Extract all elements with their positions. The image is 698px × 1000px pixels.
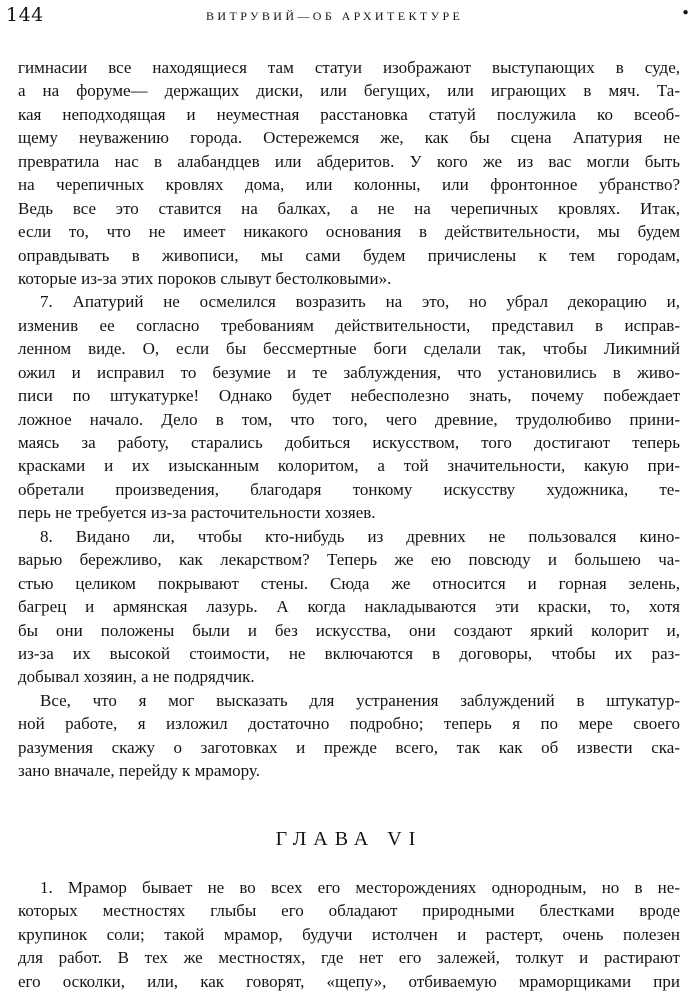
chapter-paragraph-1 [18,876,680,993]
closing-paragraph [18,689,680,783]
text-line: перь не требуется из-за расточительности хозяев. [18,503,376,523]
text-line: добывал хозяин, а не подрядчик. [18,667,255,687]
text-line: если то, что не имеет никакого основания в действительности, мы будем [18,222,680,242]
text-line: а на форуме— держащих диски, или бегущих, или играющих в мяч. Та- [18,81,680,101]
text-line: стью целиком покрывают стены. Сюда же относится и горная зелень, [18,573,680,593]
text-line: маясь за работу, старались добиться искусством, того достигают теперь [18,433,680,452]
corner-mark: • [681,4,690,22]
text-line: из-за их высокой стоимости, не включаются в договоры, чтобы их раз- [18,643,680,663]
text-line: писи по штукатурке! Однако будет небесполезно знать, почему побеждает [18,386,680,406]
text-line: которых местностях глыбы его обладают природными блестками вроде [18,901,680,921]
text-line: багрец и армянская лазурь. А когда накладываются эти краски, то, хотя [18,597,680,617]
paragraph-8 [18,525,680,689]
text-line: превратила нас в алабандцев или абдеритов. У кого же из вас могли быть [18,151,680,171]
text-line: варью бережливо, как лекарством? Теперь же ею повсюду и большею ча- [18,550,680,570]
text-line: Ведь все это ставится на балках, а не на черепичных кровлях. Итак, [18,198,680,218]
text-line: щему неуважению города. Остережемся же, как бы сцена Апатурия не [18,128,680,148]
text-line: гимнасии все находящиеся там статуи изображают выступающих в суде, [18,58,680,77]
text-line: крупинок соли; такой мрамор, будучи истолчен и растерт, очень полезен [18,924,680,944]
paragraph-7 [18,290,680,524]
chapter-heading: ГЛАВА VI [275,828,423,850]
text-line: которые из-за этих пороков слывут бестолковыми». [18,268,392,288]
text-line: обретали произведения, благодаря тонкому искусству художника, те- [18,479,680,499]
body-text [18,56,680,783]
text-line: зано вначале, перейду к мрамору. [18,761,260,781]
text-line: на черепичных кровлях дома, или колонны, или фронтонное убранство? [18,175,680,195]
text-line: его осколки, или, как говорят, «щепу», отбиваемую мраморщиками при [18,971,680,991]
page-number: 144 [6,4,44,26]
text-line: для работ. В тех же местностях, где нет его залежей, толкут и растирают [18,948,680,968]
text-line: изменив ее согласно требованиям действительности, представил в исправ- [18,315,680,335]
text-line: кая неподходящая и неуместная расстановка статуй послужила ко всеоб- [18,104,680,124]
text-line: 7. Апатурий не осмелился возразить на это, но убрал декорацию и, [40,292,680,312]
text-line: разумения скажу о заготовках и прежде всего, так как об извести ска- [18,737,680,757]
text-line: красками и их изысканным колоритом, а той значительности, какую при- [18,456,680,476]
running-head: ВИТРУВИЙ—ОБ АРХИТЕКТУРЕ [206,9,464,23]
text-line: бы они положены были и без искусства, они создают яркий колорит и, [18,620,680,640]
continuation-paragraph [18,56,680,290]
text-line: Все, что я мог высказать для устранения заблуждений в штукатур- [40,690,680,710]
page-header [6,4,690,28]
text-line: 1. Мрамор бывает не во всех его месторождениях однородным, но в не- [40,878,680,897]
text-line: оправдывать в живописи, мы сами будем причислены к тем городам, [18,245,680,265]
text-line: ленном виде. О, если бы бессмертные боги сделали так, чтобы Ликимний [18,339,680,359]
text-line: ложное начало. Дело в том, что того, чего древние, трудолюбиво прини- [18,409,680,429]
text-line: ной работе, я изложил достаточно подробно; теперь я по мере своего [18,714,680,734]
text-line: 8. Видано ли, чтобы кто-нибудь из древних не пользовался кино- [40,526,680,546]
text-line: ожил и исправил то безумие и те заблуждения, что установились в живо- [18,362,680,382]
